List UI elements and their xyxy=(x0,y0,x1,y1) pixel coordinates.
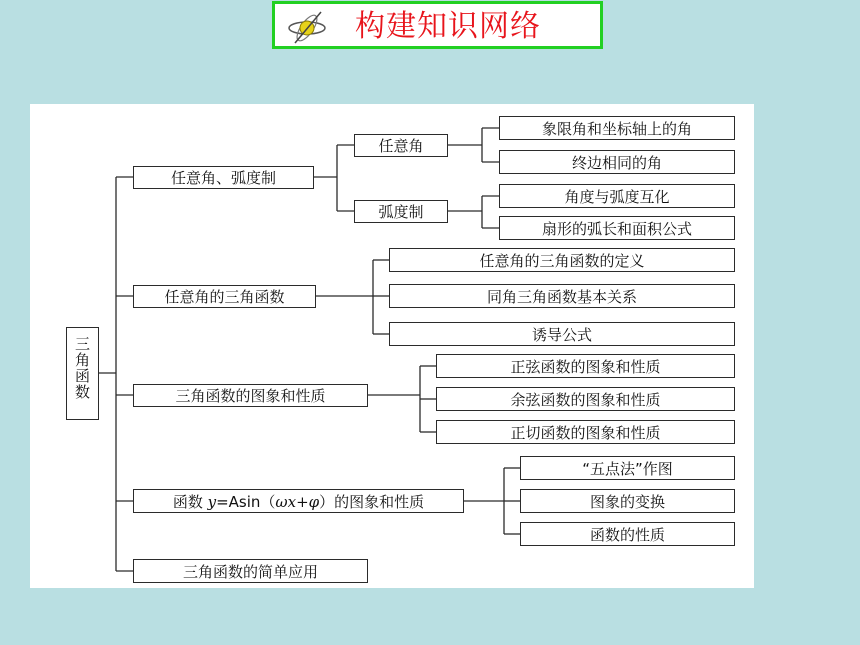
formula-y: y xyxy=(207,492,217,511)
root-label: 三角函数 xyxy=(73,336,91,400)
node-label: 三角函数的简单应用 xyxy=(182,562,318,581)
leaf-quadrant-angles xyxy=(499,116,735,140)
leaf-tangent-graph xyxy=(436,420,735,444)
formula-inner: ωx+φ xyxy=(275,492,320,511)
title-banner xyxy=(272,1,603,49)
node-radian-system xyxy=(354,200,448,223)
leaf-basic-relations xyxy=(389,284,735,308)
root-node-trig-functions xyxy=(66,327,99,420)
label-prefix: 函数 xyxy=(172,492,208,511)
leaf-sector-formula xyxy=(499,216,735,240)
node-label xyxy=(173,491,424,512)
leaf-sine-graph xyxy=(436,354,735,378)
node-label: 三角函数的图象和性质 xyxy=(175,387,326,405)
node-label: 图象的变换 xyxy=(589,492,665,511)
node-label: 任意角 xyxy=(378,137,424,155)
node-label: 象限角和坐标轴上的角 xyxy=(541,119,692,138)
leaf-five-point-method xyxy=(520,456,735,480)
node-label: 正弦函数的图象和性质 xyxy=(510,357,661,376)
node-label: 函数的性质 xyxy=(589,525,665,544)
node-label: 扇形的弧长和面积公式 xyxy=(541,219,692,238)
node-label: 角度与弧度互化 xyxy=(564,187,670,206)
node-any-angle-radian xyxy=(133,166,314,189)
node-trig-of-any-angle xyxy=(133,285,316,308)
leaf-degree-radian-conversion xyxy=(499,184,735,208)
node-label: 终边相同的角 xyxy=(571,153,662,172)
atom-orbit-icon xyxy=(285,9,329,45)
node-label: 诱导公式 xyxy=(531,325,592,344)
leaf-function-properties xyxy=(520,522,735,546)
leaf-graph-transformation xyxy=(520,489,735,513)
node-trig-graph-properties xyxy=(133,384,368,407)
node-label: 正切函数的图象和性质 xyxy=(510,423,661,442)
node-label: 任意角的三角函数 xyxy=(164,288,285,306)
node-asin-function xyxy=(133,489,464,513)
label-suffix: ）的图象和性质 xyxy=(319,492,425,511)
leaf-trig-definition xyxy=(389,248,735,272)
node-label: 任意角、弧度制 xyxy=(170,169,276,187)
formula-mid: =Asin（ xyxy=(216,492,276,511)
knowledge-map-panel xyxy=(30,104,754,588)
node-label: 弧度制 xyxy=(378,203,424,221)
leaf-cosine-graph xyxy=(436,387,735,411)
leaf-reduction-formulas xyxy=(389,322,735,346)
node-any-angle xyxy=(354,134,448,157)
node-simple-applications xyxy=(133,559,368,583)
node-label: 同角三角函数基本关系 xyxy=(486,287,637,306)
node-label: “五点法”作图 xyxy=(582,459,673,478)
page-title: 构建知识网络 xyxy=(355,9,541,44)
node-label: 任意角的三角函数的定义 xyxy=(479,251,645,270)
leaf-coterminal-angles xyxy=(499,150,735,174)
node-label: 余弦函数的图象和性质 xyxy=(510,390,661,409)
